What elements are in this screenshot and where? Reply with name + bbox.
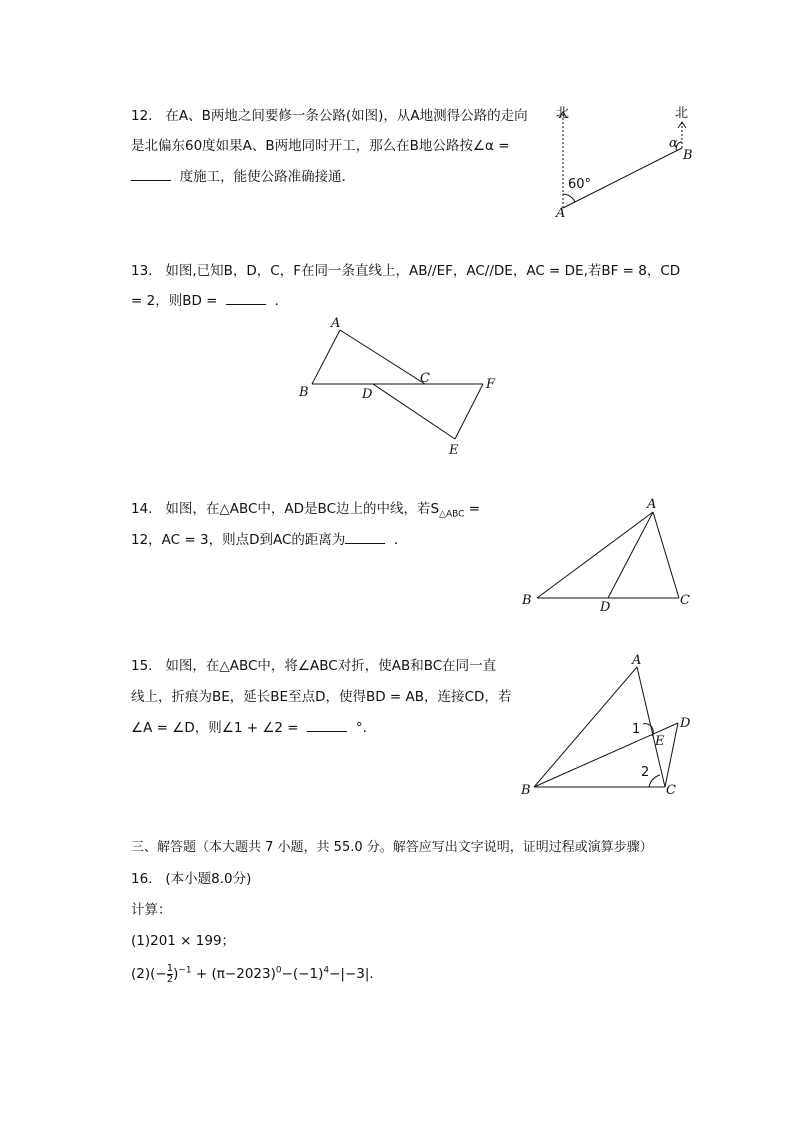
q14-segment-ab <box>537 512 653 598</box>
q16-part2-c: + (π−2023) <box>191 966 276 982</box>
q12-text-3: 度施工，能使公路准确接通． <box>179 169 356 185</box>
q13-text-2: = 2，则BD = <box>131 293 218 309</box>
q12-text-2: 是北偏东60度如果A、B两地同时开工，那么在B地公路按∠α = <box>131 138 510 154</box>
q16-number: 16. <box>131 871 153 887</box>
q13-text-3: ． <box>274 293 289 309</box>
q12-angle-60-arc <box>563 194 575 202</box>
q16-part2-a: (2)(− <box>131 966 167 982</box>
q14-point-d: D <box>600 600 611 615</box>
q16-part2-b: ) <box>173 966 179 982</box>
q16-exp3: 4 <box>323 965 330 976</box>
q14-segment-ac <box>653 512 679 598</box>
q12-number: 12. <box>131 108 153 124</box>
q13-point-f: F <box>486 377 496 392</box>
q13-point-a: A <box>331 316 341 331</box>
q14-segment-ad <box>608 512 653 598</box>
q16-exp1: −1 <box>178 965 192 976</box>
q13-segment-ab <box>312 330 340 384</box>
q16-exp2: 0 <box>275 965 282 976</box>
q15-segment-ab <box>534 667 637 787</box>
q14-figure <box>537 512 679 598</box>
q13-point-e: E <box>449 443 459 458</box>
q16-fraction-den: 2 <box>166 973 174 985</box>
q14-text-1-end: = <box>468 501 481 517</box>
q15-angle-1-label: 1 <box>632 722 641 737</box>
q12-north-label-b: 北 <box>675 106 689 121</box>
q12-figure <box>559 112 686 208</box>
q13-text-1: 如图,已知B，D，C，F在同一条直线上，AB//EF，AC//DE，AC = DE,若BF = 8，CD <box>165 263 681 279</box>
q15-angle-2-arc <box>649 775 660 787</box>
q13-point-b: B <box>299 385 309 400</box>
section3-heading: 三、解答题（本大题共 7 小题，共 55.0 分。解答应写出文字说明，证明过程或演算步骤） <box>131 840 653 855</box>
q15-point-d: D <box>680 716 691 731</box>
q14-text-2: 12，AC = 3，则点D到AC的距离为 <box>131 532 346 548</box>
q14-number: 14. <box>131 501 153 517</box>
q16-intro: 计算： <box>131 902 172 918</box>
q14-point-b: B <box>522 593 532 608</box>
q12-alpha-label: α <box>669 136 678 151</box>
q16-points: (本小题8.0分) <box>165 871 252 887</box>
q15-figure <box>534 667 678 787</box>
q13-figure <box>312 330 483 439</box>
q15-point-c: C <box>666 783 676 798</box>
q15-point-e: E <box>655 734 665 749</box>
q15-number: 15. <box>131 658 153 674</box>
q14-point-a: A <box>647 497 657 512</box>
q16-part2-d: −(−1) <box>281 966 324 982</box>
q14-area-subscript: △ABC <box>439 509 465 520</box>
q16-fraction-num: 1 <box>166 962 174 974</box>
q15-segment-cd <box>665 723 678 787</box>
q15-angle-2-label: 2 <box>641 765 650 780</box>
q15-text-3: ∠A = ∠D，则∠1 + ∠2 = <box>131 720 299 736</box>
q15-point-a: A <box>632 653 642 668</box>
q14-text-1: 如图，在△ABC中，AD是BC边上的中线，若S <box>165 501 440 517</box>
q15-segment-bd <box>534 723 678 787</box>
q14-point-c: C <box>680 593 690 608</box>
q12-text-1: 在A、B两地之间要修一条公路(如图)，从A地测得公路的走向 <box>165 108 528 124</box>
q12-point-b: B <box>683 148 693 163</box>
q12-north-label-a: 北 <box>556 106 570 121</box>
q13-point-c: C <box>420 371 430 386</box>
q13-segment-ef <box>455 384 483 439</box>
q15-point-b: B <box>521 783 531 798</box>
q13-segment-de <box>373 384 455 439</box>
q13-segment-ac <box>340 330 425 384</box>
q15-text-2: 线上，折痕为BE，延长BE至点D，使得BD = AB，连接CD，若 <box>131 689 512 705</box>
q13-point-d: D <box>362 387 373 402</box>
q16-part1: (1)201 × 199； <box>131 933 236 949</box>
q15-text-1: 如图，在△ABC中，将∠ABC对折，使AB和BC在同一直 <box>165 658 497 674</box>
q14-text-3: ． <box>394 532 408 548</box>
q12-point-a: A <box>556 206 566 221</box>
q12-angle-60-label: 60° <box>568 177 592 192</box>
q15-text-4: °. <box>355 720 367 736</box>
q13-number: 13. <box>131 263 153 279</box>
q16-part2-e: −|−3|． <box>329 966 383 982</box>
